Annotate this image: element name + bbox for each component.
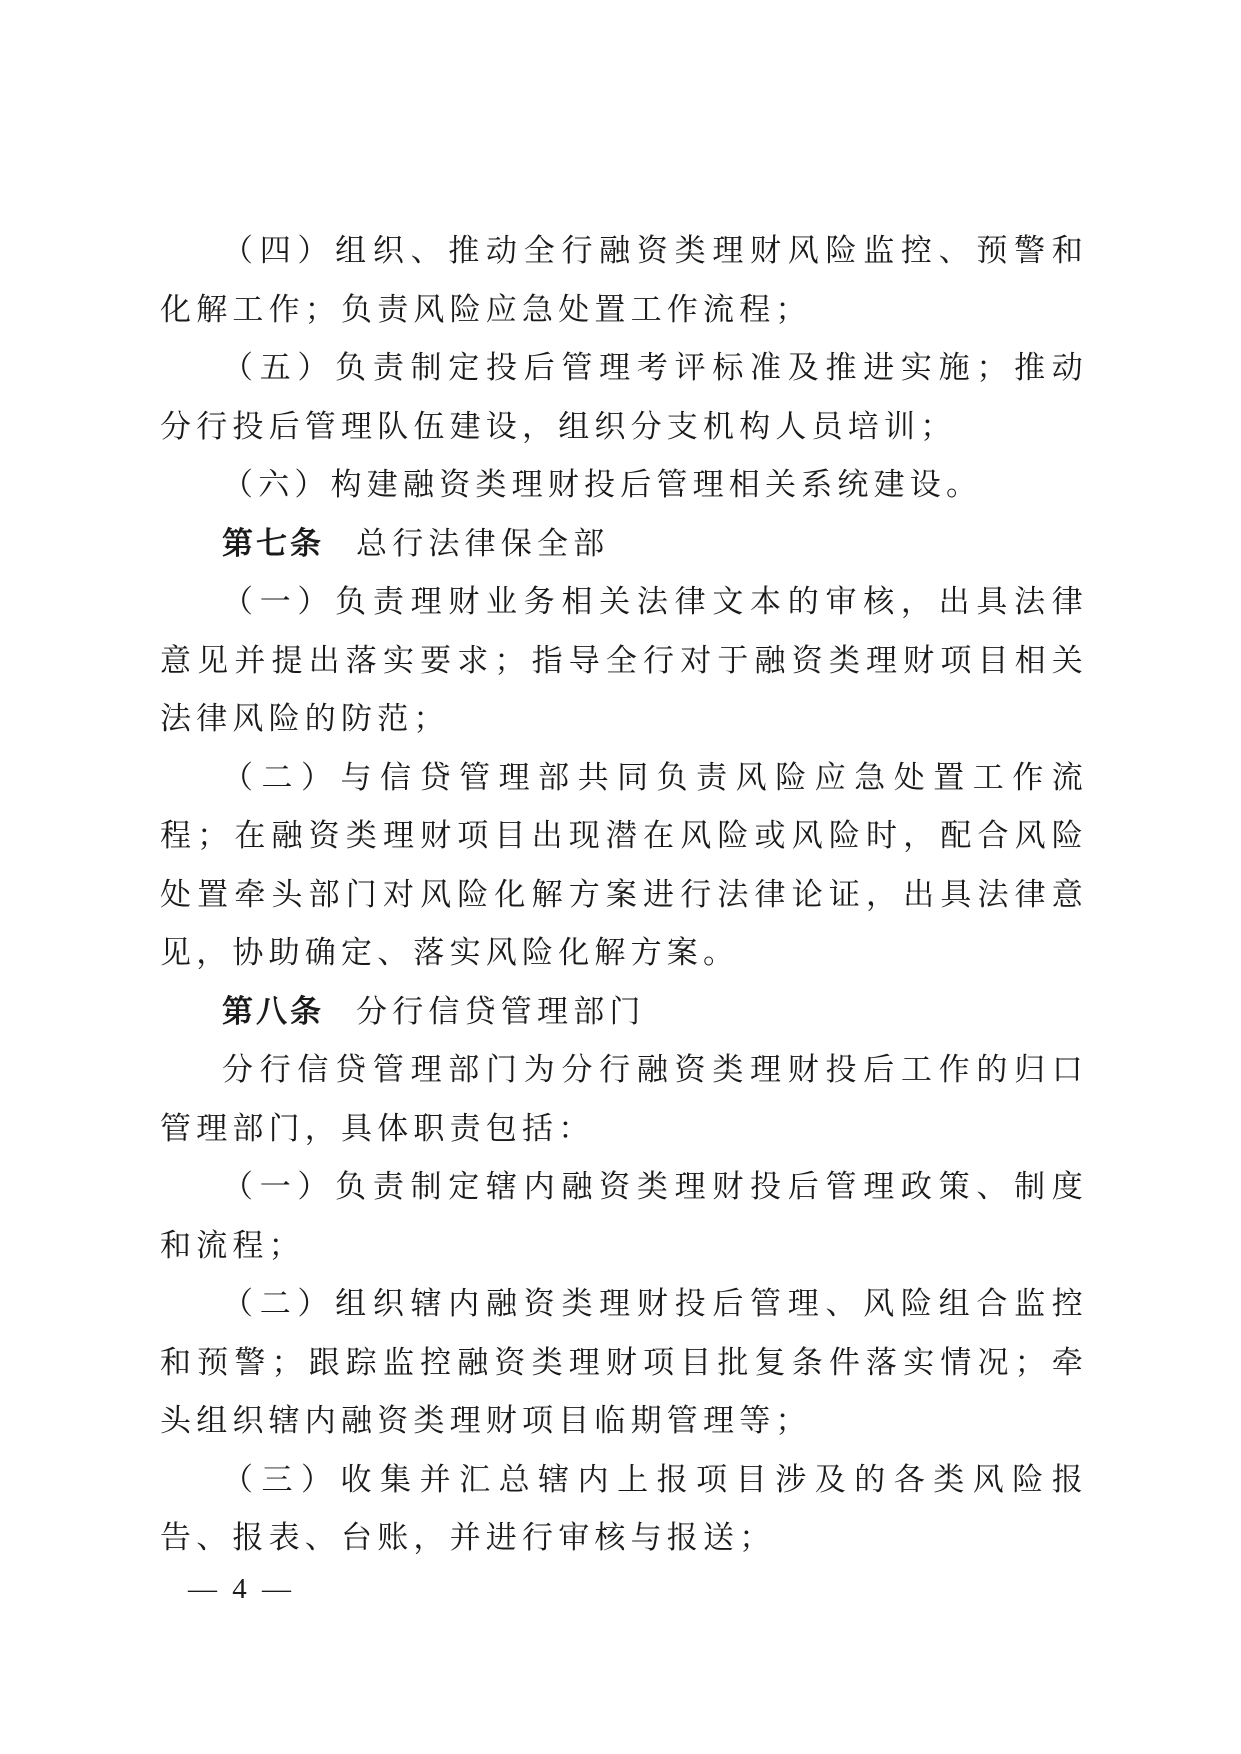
paragraph-6: 分行信贷管理部门为分行融资类理财投后工作的归口管理部门，具体职责包括：	[160, 1052, 1088, 1147]
article-title: 总行法律保全部	[356, 525, 610, 562]
article-label: 第八条	[222, 993, 324, 1030]
paragraph-1: （四）组织、推动全行融资类理财风险监控、预警和化解工作；负责风险应急处置工作流程；	[160, 233, 1088, 328]
page-number: — 4 —	[188, 1573, 295, 1605]
paragraph-3: （六）构建融资类理财投后管理相关系统建设。	[222, 467, 983, 503]
paragraph-9: （三）收集并汇总辖内上报项目涉及的各类风险报告、报表、台账，并进行审核与报送；	[160, 1461, 1088, 1556]
document-body	[160, 222, 1088, 1568]
article-label: 第七条	[222, 525, 324, 562]
paragraph-2: （五）负责制定投后管理考评标准及推进实施；推动分行投后管理队伍建设，组织分支机构人员培训；	[160, 350, 1088, 445]
paragraph-5: （二）与信贷管理部共同负责风险应急处置工作流程；在融资类理财项目出现潜在风险或风险时，配合风险处置牵头部门对风险化解方案进行法律论证，出具法律意见，协助确定、落实风险化解方案。	[160, 759, 1088, 971]
paragraph-7: （一）负责制定辖内融资类理财投后管理政策、制度和流程；	[160, 1169, 1088, 1264]
article-heading-8	[160, 983, 1088, 1042]
paragraph-8: （二）组织辖内融资类理财投后管理、风险组合监控和预警；跟踪监控融资类理财项目批复条件落实情况；牵头组织辖内融资类理财项目临期管理等；	[160, 1286, 1088, 1439]
paragraph-4: （一）负责理财业务相关法律文本的审核，出具法律意见并提出落实要求；指导全行对于融资类理财项目相关法律风险的防范；	[160, 584, 1088, 737]
article-title: 分行信贷管理部门	[356, 993, 646, 1030]
article-heading-7	[160, 515, 1088, 574]
